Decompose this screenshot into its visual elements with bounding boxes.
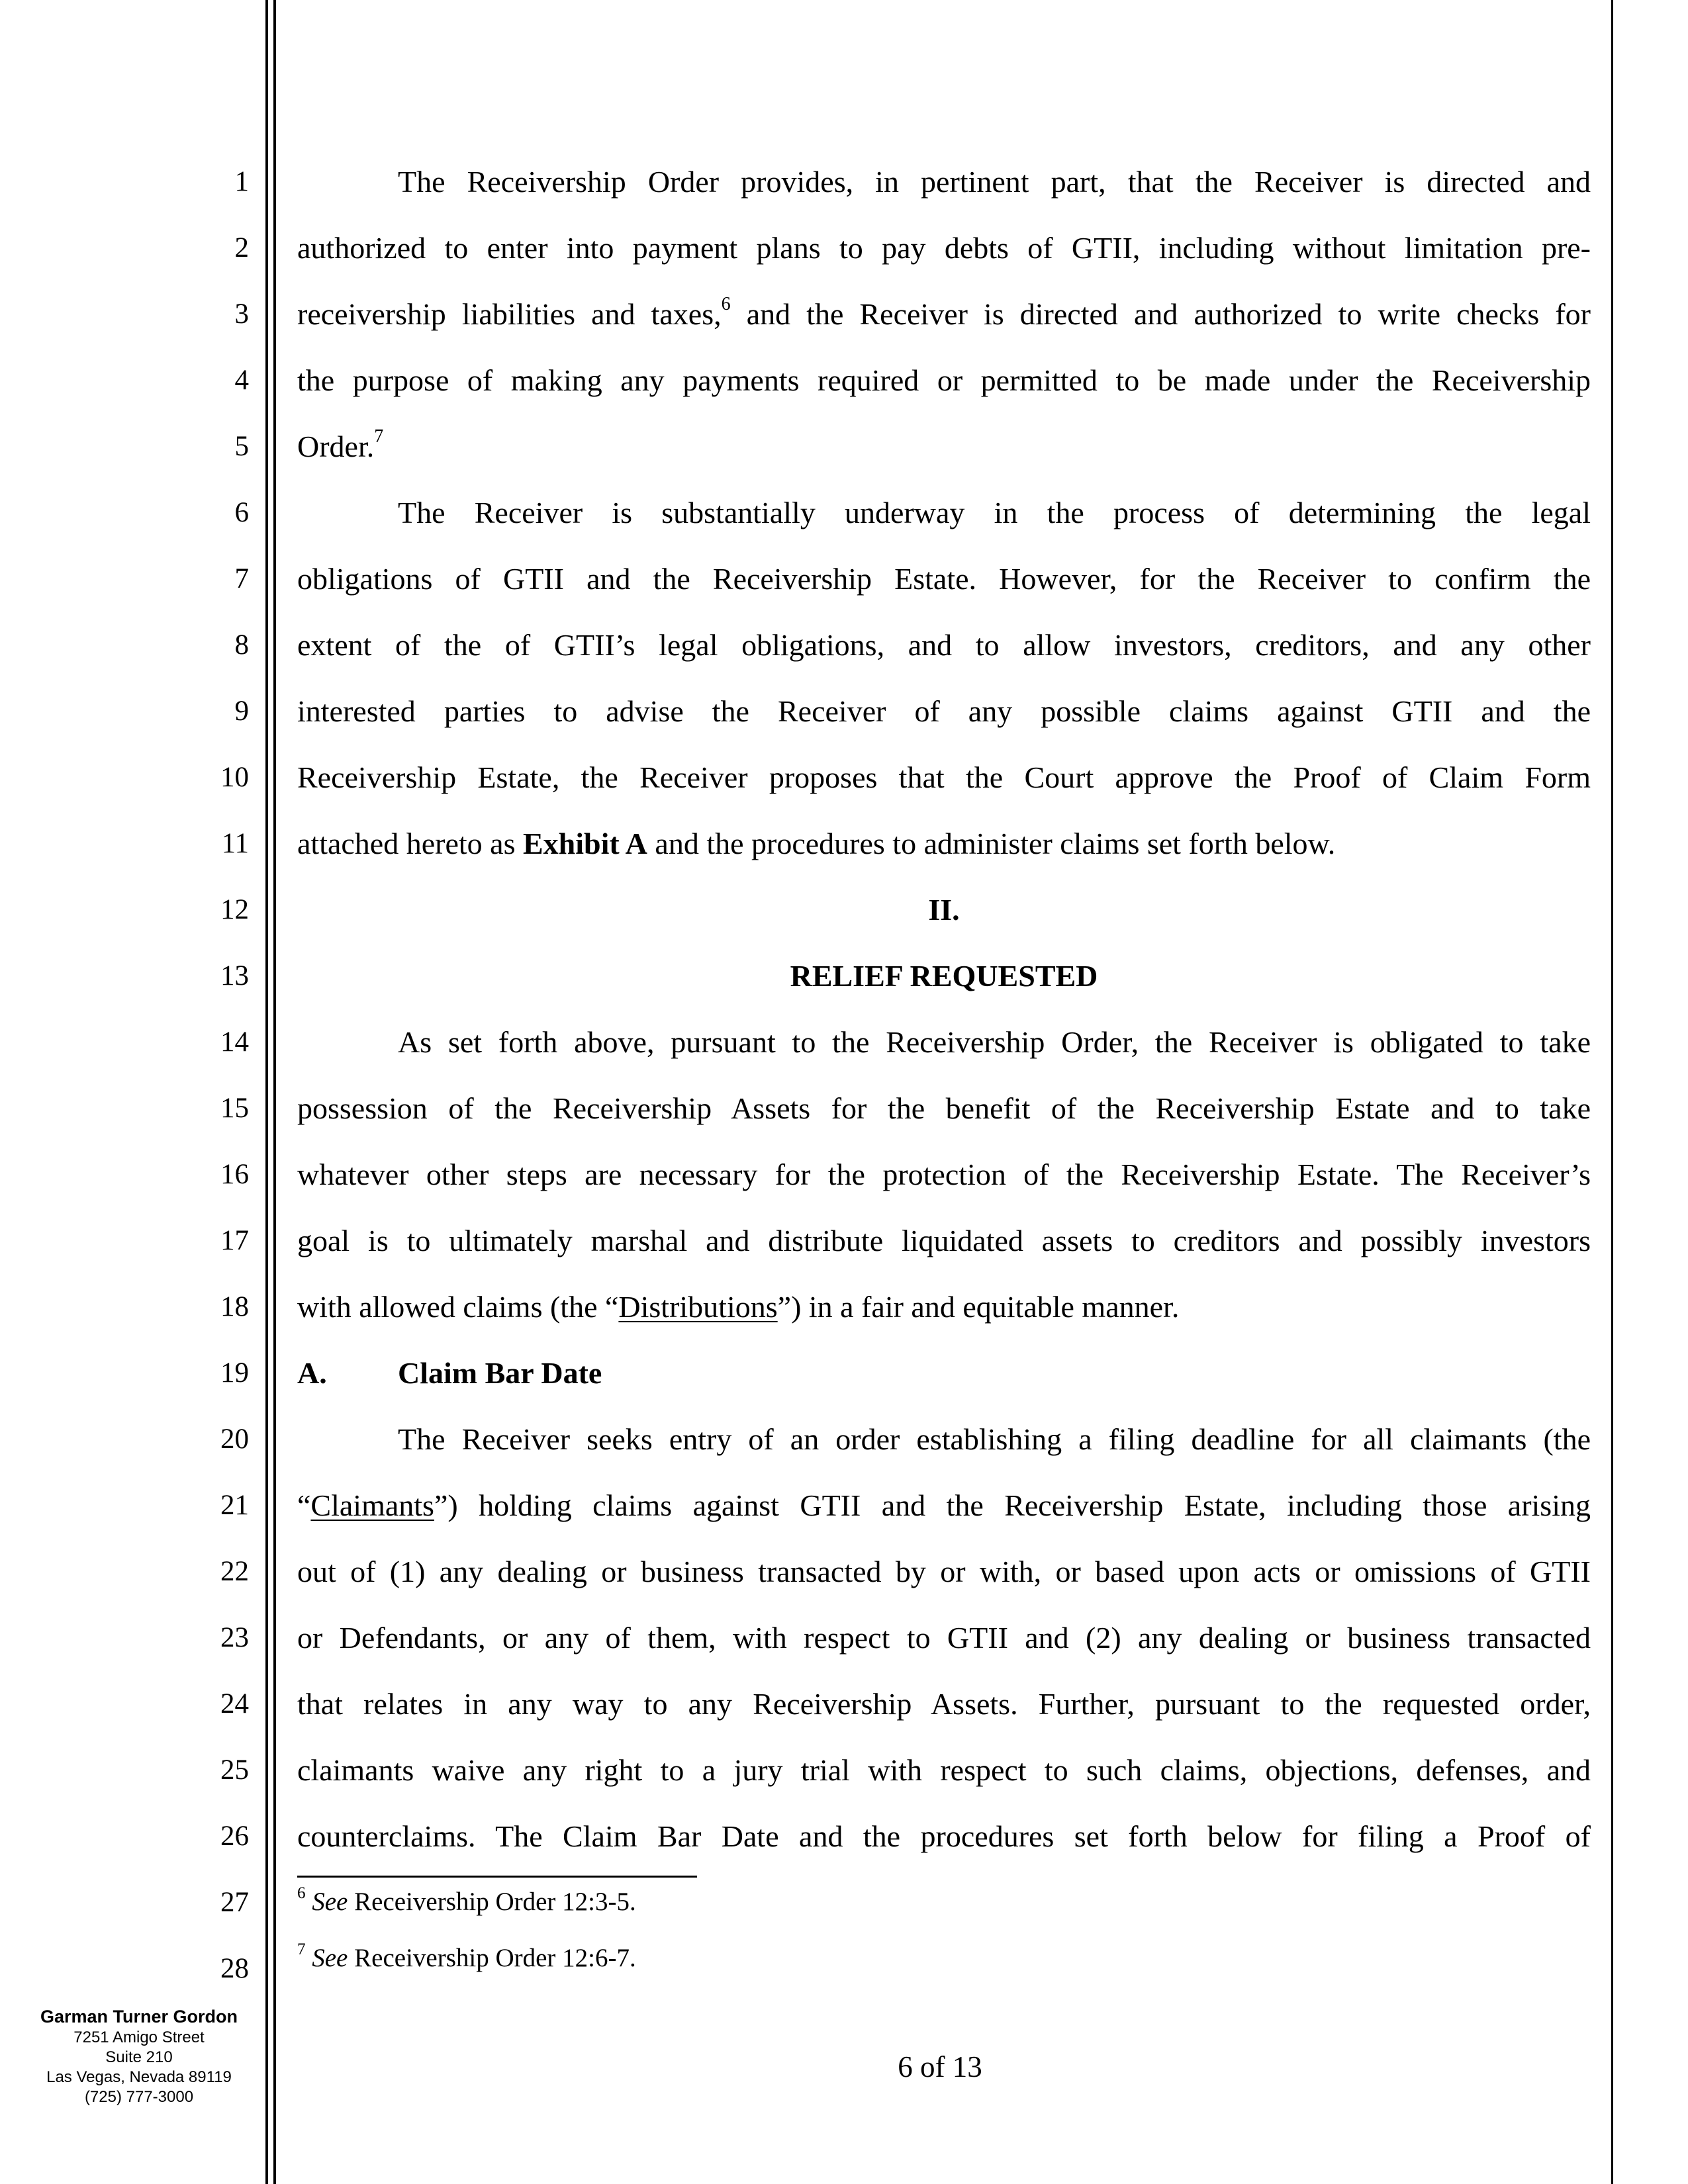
footnote-text: Receivership Order 12:3-5.	[348, 1888, 636, 1916]
line-number: 26	[220, 1821, 249, 1852]
right-margin-rule	[1611, 0, 1613, 2184]
subheading	[297, 1357, 1591, 1390]
subheading-letter: A.	[297, 1356, 327, 1390]
footnote	[297, 1884, 636, 1917]
footnote-reference[interactable]: 6	[721, 294, 731, 314]
section-title: RELIEF REQUESTED	[790, 959, 1098, 993]
text-span: with allowed claims (the “	[297, 1290, 619, 1324]
section-number: II.	[928, 893, 960, 927]
line-number: 25	[220, 1754, 249, 1786]
line-number: 18	[220, 1291, 249, 1322]
body-line	[297, 1291, 1591, 1324]
body-line: whatever other steps are necessary for the protection of the Receivership Estate. The Receiver’s	[297, 1158, 1591, 1191]
subheading-title: Claim Bar Date	[398, 1356, 602, 1390]
firm-address-line: Suite 210	[105, 2048, 173, 2066]
body-line: Receivership Estate, the Receiver proposes that the Court approve the Proof of Claim Form	[297, 760, 1591, 794]
line-number: 23	[220, 1622, 249, 1653]
defined-term: Distributions	[618, 1290, 778, 1324]
firm-name: Garman Turner Gordon	[40, 2007, 238, 2026]
body-line: or Defendants, or any of them, with respect to GTII and (2) any dealing or business transacted	[297, 1621, 1591, 1655]
left-margin-rule-outer	[265, 0, 268, 2184]
text-span: and the Receiver is directed and authorized to write checks for	[730, 297, 1591, 331]
body-line: out of (1) any dealing or business transacted by or with, or based upon acts or omissions of GTII	[297, 1555, 1591, 1588]
line-number: 4	[234, 365, 249, 396]
line-number: 15	[220, 1093, 249, 1124]
citation-signal: See	[312, 1944, 348, 1972]
text-span: ”) holding claims against GTII and the Receivership Estate, including those arising	[434, 1488, 1591, 1522]
line-number: 8	[234, 629, 249, 660]
body-line: The Receivership Order provides, in pertinent part, that the Receiver is directed and	[398, 165, 1591, 199]
body-line	[297, 1489, 1591, 1522]
footnote	[297, 1940, 636, 1973]
body-line	[297, 426, 1591, 463]
line-number: 24	[220, 1688, 249, 1719]
footnote-mark: 6	[297, 1884, 306, 1902]
line-number: 13	[220, 960, 249, 991]
body-line: that relates in any way to any Receivership Assets. Further, pursuant to the requested order,	[297, 1687, 1591, 1721]
line-number: 11	[221, 828, 249, 859]
line-number: 28	[220, 1953, 249, 1984]
text-span: and the procedures to administer claims set forth below.	[647, 827, 1336, 860]
line-number: 3	[234, 298, 249, 330]
text-span: receivership liabilities and taxes,	[297, 297, 722, 331]
footnote-reference[interactable]: 7	[374, 426, 384, 447]
body-line: As set forth above, pursuant to the Receivership Order, the Receiver is obligated to take	[398, 1025, 1591, 1059]
line-number: 9	[234, 696, 249, 727]
body-line: possession of the Receivership Assets for the benefit of the Receivership Estate and to take	[297, 1091, 1591, 1125]
page-number: 6 of 13	[898, 2050, 982, 2083]
line-number: 21	[220, 1490, 249, 1521]
line-number: 16	[220, 1159, 249, 1190]
line-number: 22	[220, 1556, 249, 1587]
footnote-text: Receivership Order 12:6-7.	[348, 1944, 636, 1972]
body-line: The Receiver seeks entry of an order establishing a filing deadline for all claimants (the	[398, 1422, 1591, 1456]
line-number: 2	[234, 232, 249, 263]
body-line: The Receiver is substantially underway in the process of determining the legal	[398, 496, 1591, 529]
line-number: 12	[220, 894, 249, 925]
footnote-separator	[297, 1876, 697, 1878]
left-margin-rule-inner	[273, 0, 276, 2184]
firm-address-line: Las Vegas, Nevada 89119	[46, 2068, 232, 2086]
text-span: attached hereto as	[297, 827, 523, 860]
line-number: 19	[220, 1357, 249, 1388]
body-line: obligations of GTII and the Receivership Estate. However, for the Receiver to confirm the	[297, 562, 1591, 596]
footnote-mark: 7	[297, 1940, 306, 1958]
line-number: 17	[220, 1225, 249, 1256]
body-line: the purpose of making any payments required or permitted to be made under the Receivership	[297, 363, 1591, 397]
body-line: claimants waive any right to a jury trial with respect to such claims, objections, defenses, and	[297, 1753, 1591, 1787]
body-line: extent of the of GTII’s legal obligations, and to allow investors, creditors, and any other	[297, 628, 1591, 662]
line-number: 27	[220, 1887, 249, 1918]
exhibit-reference: Exhibit A	[522, 827, 647, 860]
law-firm-footer	[26, 2005, 252, 2107]
line-number: 1	[234, 166, 249, 197]
body-line: interested parties to advise the Receiver of any possible claims against GTII and the	[297, 694, 1591, 728]
text-span: ”) in a fair and equitable manner.	[777, 1290, 1180, 1324]
firm-address-line: 7251 Amigo Street	[73, 2028, 205, 2046]
text-span: “	[297, 1488, 311, 1522]
body-line: goal is to ultimately marshal and distribute liquidated assets to creditors and possibly investors	[297, 1224, 1591, 1257]
line-number: 7	[234, 563, 249, 594]
line-number: 6	[234, 497, 249, 528]
line-number: 14	[220, 1026, 249, 1058]
line-number: 5	[234, 431, 249, 462]
firm-phone: (725) 777-3000	[84, 2088, 194, 2106]
body-line	[297, 827, 1591, 860]
text-span: Order.	[297, 430, 375, 463]
citation-signal: See	[312, 1888, 348, 1916]
defined-term: Claimants	[310, 1488, 434, 1522]
line-number: 20	[220, 1424, 249, 1455]
body-line: counterclaims. The Claim Bar Date and the procedures set forth below for filing a Proof of	[297, 1819, 1591, 1853]
body-line: authorized to enter into payment plans to pay debts of GTII, including without limitation pre-	[297, 231, 1591, 265]
line-number: 10	[220, 762, 249, 793]
body-line	[297, 294, 1591, 331]
